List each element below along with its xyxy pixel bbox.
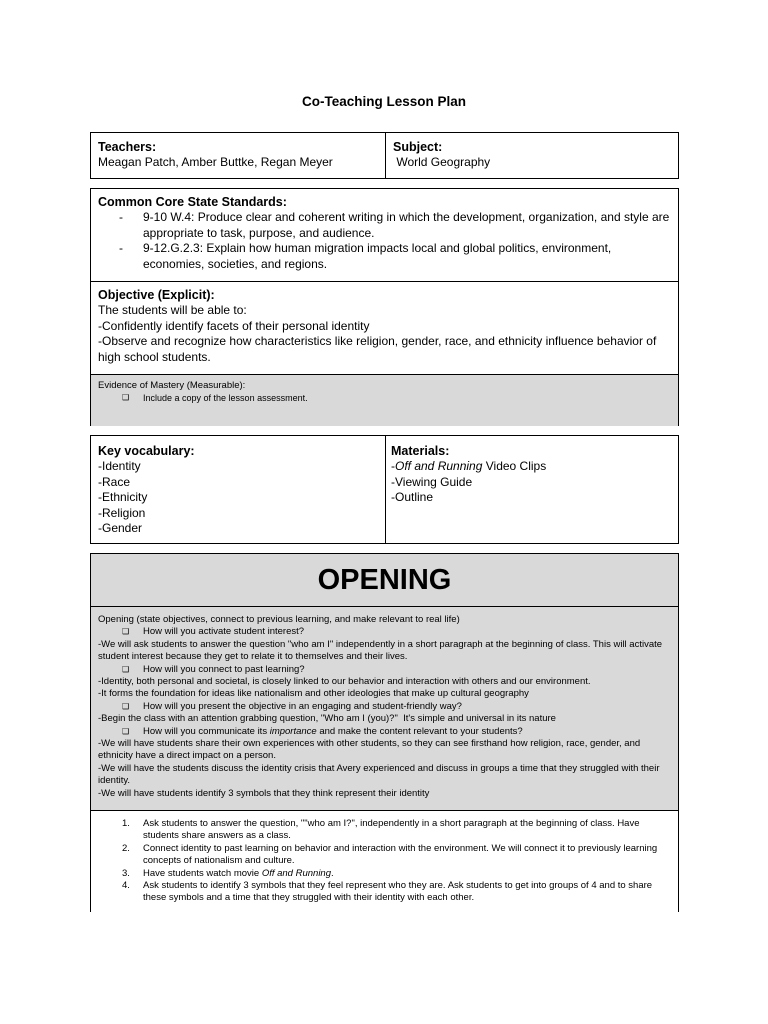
opening-question: [98, 664, 671, 676]
steps-list: [98, 818, 671, 905]
teachers-subject-table: [90, 132, 679, 179]
opening-question: [98, 626, 671, 638]
step-item: [98, 868, 671, 880]
standard-text: 9-12.G.2.3: Explain how human migration impacts local and global politics, environment, economies, societies, and regions.: [143, 241, 612, 271]
evidence-label: Evidence of Mastery (Measurable):: [98, 380, 246, 391]
vocabulary-materials-table: [90, 435, 679, 544]
materials-prefix: -: [391, 459, 395, 473]
evidence-section: [91, 375, 678, 426]
materials-cell: [386, 436, 678, 543]
vocabulary-item: -Race: [98, 474, 131, 489]
vocabulary-item: -Identity: [98, 459, 141, 473]
question-text: How will you communicate its: [143, 725, 270, 737]
question-text: How will you activate student interest?: [143, 626, 305, 638]
step-number: 2.: [122, 842, 130, 854]
opening-section: [91, 607, 678, 811]
standards-objective-table: [90, 188, 679, 426]
teachers-value: Meagan Patch, Amber Buttke, Regan Meyer: [98, 155, 333, 169]
standards-list: [98, 210, 671, 272]
vocabulary-item: -Gender: [98, 521, 143, 535]
opening-heading: OPENING: [91, 554, 678, 607]
objective-line: The students will be able to:: [98, 303, 247, 317]
materials-item: -Outline: [391, 490, 434, 504]
vocabulary-item: -Ethnicity: [98, 490, 148, 504]
opening-answer: -We will have students identify 3 symbols that they think represent their identity: [98, 787, 430, 799]
standard-item: [98, 210, 671, 241]
question-text: How will you present the objective in an engaging and student-friendly way?: [143, 700, 462, 712]
evidence-text: Include a copy of the lesson assessment.: [143, 393, 308, 404]
step-text: .: [331, 867, 334, 879]
steps-section: [91, 811, 678, 913]
step-number: 4.: [122, 880, 130, 892]
question-text: How will you connect to past learning?: [143, 663, 305, 675]
opening-answer: -Identity, both personal and societal, is closely linked to our behavior and interaction with others and our environment.: [98, 676, 591, 688]
standards-label: Common Core State Standards:: [98, 195, 287, 209]
standards-section: [91, 189, 678, 282]
question-emphasis: importance: [269, 725, 317, 737]
materials-suffix: Video Clips: [482, 459, 547, 473]
opening-answer: -Begin the class with an attention grabbing question, "Who am I (you)?" It's simple and universal in its nature: [98, 713, 556, 725]
vocabulary-cell: [91, 436, 386, 543]
checkbox-bullet-icon: ❑: [122, 726, 130, 736]
step-text: Connect identity to past learning on behavior and interaction with the environment. We will connect it to previously learning concepts of nationalism and culture.: [143, 842, 658, 867]
opening-answer: -It forms the foundation for ideas like nationalism and other ideologies that make up cultural geography: [98, 688, 529, 700]
materials-label: Materials:: [391, 444, 450, 458]
opening-question: [98, 701, 671, 713]
subject-value: World Geography: [393, 155, 491, 169]
standard-item: [98, 241, 671, 272]
step-number: 1.: [122, 818, 130, 829]
materials-item: [391, 459, 672, 475]
subject-cell: [386, 133, 678, 178]
materials-title: Off and Running: [395, 459, 483, 473]
step-number: 3.: [122, 867, 130, 879]
document-title: Co-Teaching Lesson Plan: [301, 94, 467, 109]
objective-line: -Confidently identify facets of their personal identity: [98, 318, 370, 333]
evidence-item: [98, 392, 671, 404]
objective-label: Objective (Explicit):: [98, 288, 215, 302]
subject-label: Subject:: [393, 140, 443, 154]
step-text: Have students watch movie: [143, 867, 262, 879]
opening-answer: -We will have students share their own experiences with other students, so they can see firsthand how religion, race, gender, and ethnicity have a direct impact on a person.: [98, 738, 641, 762]
checkbox-bullet-icon: ❑: [122, 393, 130, 403]
evidence-list: [98, 392, 671, 404]
objective-line: -Observe and recognize how characteristics like religion, gender, race, and ethnicity influence behavior of high school students.: [98, 334, 657, 364]
dash-bullet: -: [119, 210, 123, 224]
step-emphasis: Off and Running: [261, 867, 331, 879]
opening-answer: -We will ask students to answer the question "who am I" independently in a short paragraph at the beginning of class. This will activate student interest because they get to relate it to themselves and their lives.: [98, 638, 663, 663]
opening-table: [90, 553, 679, 912]
standard-text: 9-10 W.4: Produce clear and coherent writing in which the development, organization, and style are appropriate to task, purpose, and audience.: [143, 210, 670, 240]
checkbox-bullet-icon: ❑: [122, 701, 130, 711]
step-text: Ask students to answer the question, ""who am I?", independently in a short paragraph at the beginning of class. Have students share answers as a class.: [143, 818, 640, 842]
opening-question: [98, 726, 671, 738]
step-item: [98, 880, 671, 905]
checkbox-bullet-icon: ❑: [122, 664, 130, 674]
opening-answer: -We will have the students discuss the identity crisis that Avery experienced and discuss in groups a time that they struggled with their identity.: [98, 762, 660, 787]
materials-item: -Viewing Guide: [391, 474, 473, 489]
vocabulary-item: -Religion: [98, 505, 146, 520]
dash-bullet: -: [119, 241, 123, 255]
opening-intro: Opening (state objectives, connect to previous learning, and make relevant to real life): [98, 614, 460, 625]
step-text: Ask students to identify 3 symbols that they feel represent who they are. Ask students to get into groups of 4 and to share these symbols and a time that they struggled with their identity with each other.: [143, 880, 653, 904]
vocabulary-label: Key vocabulary:: [98, 444, 195, 458]
objective-section: [91, 282, 678, 375]
teachers-label: Teachers:: [98, 140, 157, 154]
step-item: [98, 818, 671, 843]
checkbox-bullet-icon: ❑: [122, 627, 130, 637]
question-text: and make the content relevant to your students?: [316, 725, 523, 737]
teachers-cell: [91, 133, 386, 178]
step-item: [98, 843, 671, 868]
